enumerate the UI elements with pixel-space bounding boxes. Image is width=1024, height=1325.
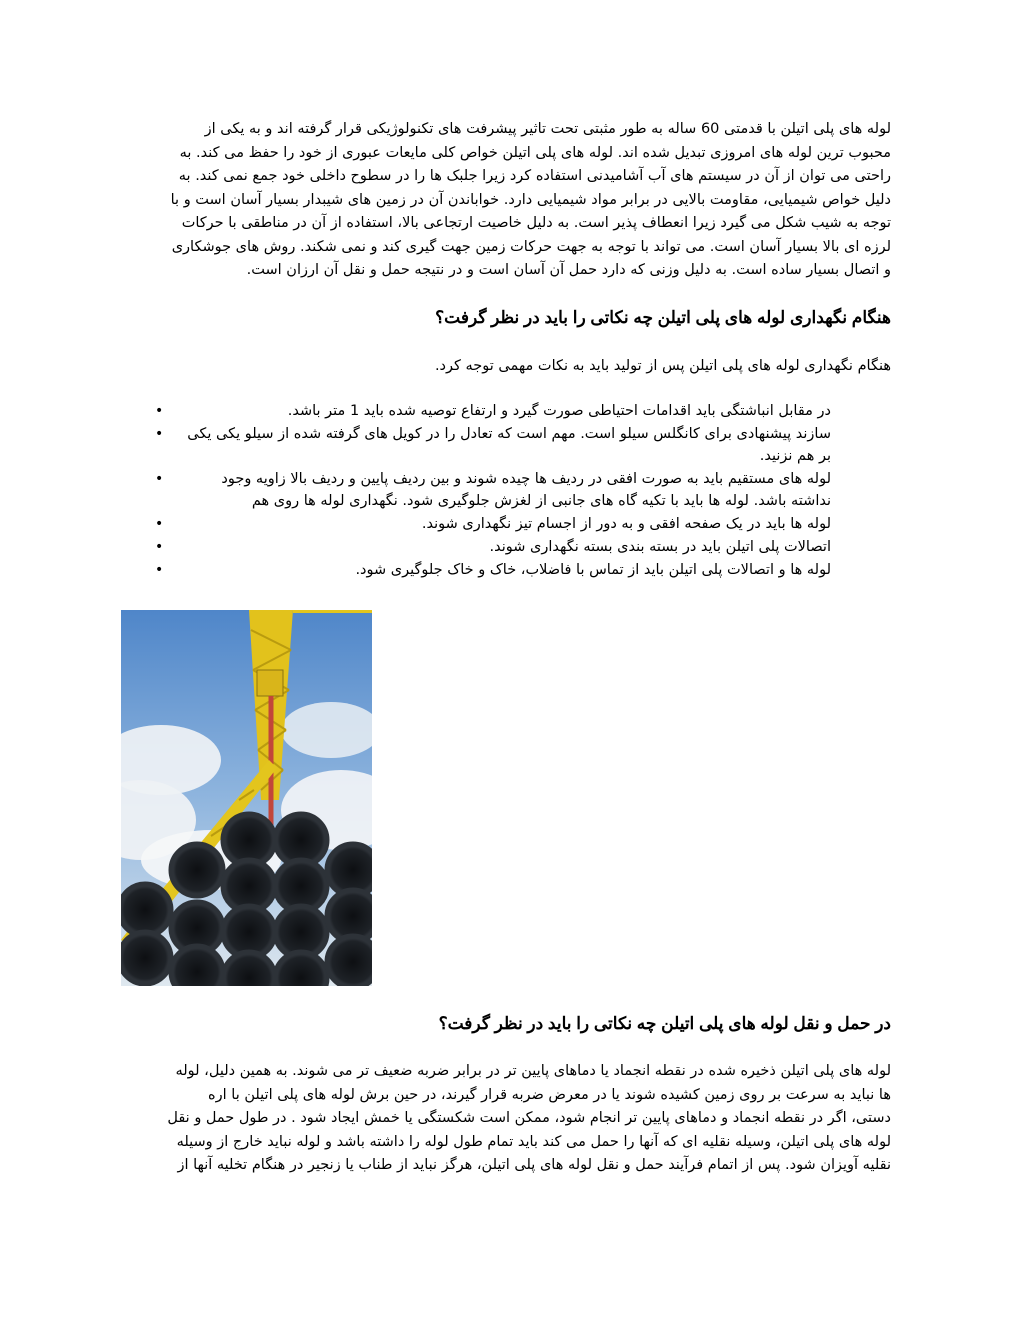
paragraph-line: دلیل خواص شیمیایی، مقاومت بالایی در برابر مواد شیمیایی دارد. خواباندن آن در زمین های شیبدار بسیار آسان است و با	[170, 191, 891, 208]
transport-paragraph	[121, 1060, 891, 1178]
list-item: • لوله ها باید در یک صفحه افقی و به دور از اجسام تیز نگهداری شوند.	[121, 513, 891, 535]
list-item: • در مقابل انباشتگی باید اقدامات احتیاطی صورت گیرد و ارتفاع توصیه شده باید 1 متر باشد.	[121, 400, 891, 422]
storage-bullet-list	[121, 400, 891, 582]
list-item: • لوله ها و اتصالات پلی اتیلن باید از تماس با فاضلاب، خاک و خاک جلوگیری شود.	[121, 559, 891, 581]
paragraph-line: لوله های پلی اتیلن ذخیره شده در نقطه انجماد یا دماهای پایین تر در برابر ضربه ضعیف تر می شوند. به همین دلیل، لوله	[175, 1063, 891, 1079]
storage-heading: هنگام نگهداری لوله های پلی اتیلن چه نکاتی را باید در نظر گرفت؟	[435, 308, 891, 327]
paragraph-line: دستی، اگر در نقطه انجماد و دماهای پایین تر انجام شود، ممکن است شکستگی یا خمش ایجاد شود . در طول حمل و نقل	[167, 1110, 891, 1126]
storage-intro: هنگام نگهداری لوله های پلی اتیلن پس از تولید باید به نکات مهمی توجه کرد.	[434, 358, 891, 374]
list-item: • سازند پیشنهادی برای کانگلس سیلو است. مهم است که تعادل را در کویل های گرفته شده از سیلو یکی یکی بر هم نزنید.	[121, 423, 891, 467]
paragraph-line: لرزه ای بالا بسیار آسان است. می تواند با توجه به جهت حرکات زمین جهت گیری کند و نمی شکند. روش های جوشکاری	[171, 238, 891, 255]
paragraph-line: لوله های پلی اتیلن با قدمتی 60 ساله به طور مثبتی تحت تاثیر پیشرفت های تکنولوژیکی قرار گرفته اند و به یکی از	[204, 121, 891, 137]
list-item: • اتصالات پلی اتیلن باید در بسته بندی بسته نگهداری شوند.	[121, 536, 891, 558]
paragraph-line: ها نباید به سرعت بر روی زمین کشیده شوند یا در معرض ضربه قرار گیرند، در حین برش لوله های پلی اتیلن با اره	[208, 1086, 891, 1103]
paragraph-line: محبوب ترین لوله های امروزی تبدیل شده اند. لوله های پلی اتیلن خواص کلی مایعات عبوری از خود را حفظ می کند. به	[179, 144, 891, 161]
paragraph-line: لوله های پلی اتیلن، وسیله نقلیه ای که آنها را حمل می کند باید تمام طول لوله را داشته باشد و لوله نباید خارج از وسیله	[176, 1133, 891, 1150]
list-item: • لوله های مستقیم باید به صورت افقی در ردیف ها چیده شوند و بین ردیف پایین و ردیف بالا زاویه وجود نداشته باشد. لوله ها باید با تکیه گاه های جانبی از لغزش جلوگیری شود. نگهداری لوله ها روی هم	[121, 468, 891, 512]
paragraph-line: توجه به شیب شکل می گیرد زیرا انعطاف پذیر است. به دلیل خاصیت ارتجاعی بالا، استفاده از آن در مناطقی با حرکات	[181, 215, 891, 231]
paragraph-line: راحتی می توان از آن در سیستم های آب آشامیدنی استفاده کرد زیرا جلبک ها را در سطوح داخلی خود جمع نمی کند. به	[178, 168, 891, 184]
transport-heading: در حمل و نقل لوله های پلی اتیلن چه نکاتی را باید در نظر گرفت؟	[438, 1014, 891, 1033]
intro-paragraph	[121, 118, 891, 283]
paragraph-line: نقلیه آویزان شود. پس از اتمام فرآیند حمل و نقل لوله های پلی اتیلن، هرگز نباید از طناب یا زنجیر در هنگام تخلیه آنها از	[177, 1157, 891, 1173]
paragraph-line: و اتصال بسیار ساده است. به دلیل وزنی که دارد حمل آن آسان است و در نتیجه حمل و نقل آن ارزان است.	[246, 262, 891, 278]
crane-pipes-photo	[121, 610, 372, 986]
